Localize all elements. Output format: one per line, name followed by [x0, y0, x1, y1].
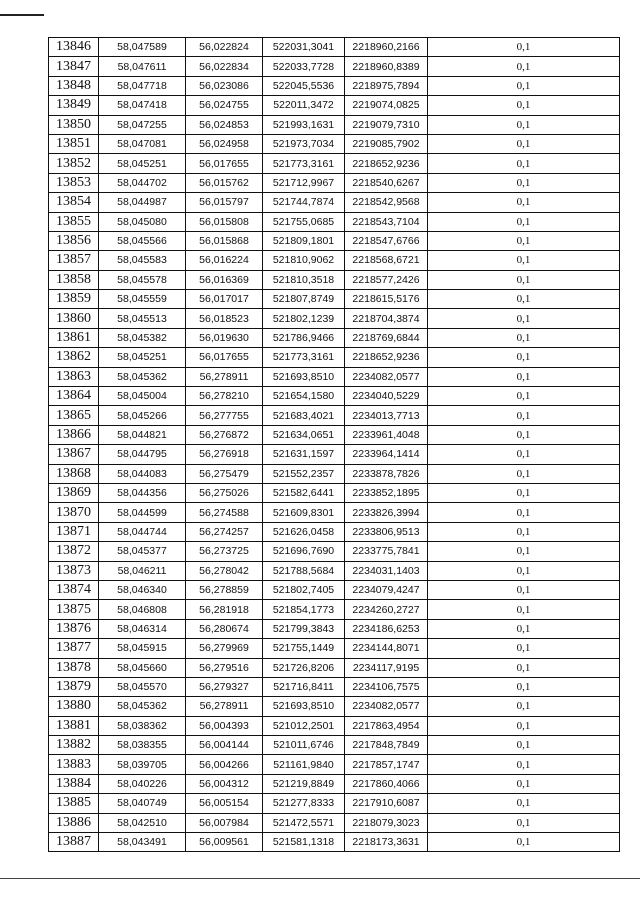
y-coordinate-cell: 2217860,4066 [345, 774, 428, 793]
latitude-cell: 58,044987 [99, 193, 186, 212]
longitude-cell: 56,276918 [186, 445, 263, 464]
point-number-cell: 13856 [49, 231, 99, 250]
x-coordinate-cell: 521581,1318 [263, 833, 345, 852]
point-number-cell: 13882 [49, 736, 99, 755]
x-coordinate-cell: 521786,9466 [263, 328, 345, 347]
y-coordinate-cell: 2218547,6766 [345, 231, 428, 250]
latitude-cell: 58,045559 [99, 290, 186, 309]
y-coordinate-cell: 2218568,6721 [345, 251, 428, 270]
longitude-cell: 56,277755 [186, 406, 263, 425]
y-coordinate-cell: 2234079,4247 [345, 580, 428, 599]
coordinates-table [48, 37, 620, 852]
point-number-cell: 13877 [49, 639, 99, 658]
table-row [49, 503, 620, 522]
longitude-cell: 56,005154 [186, 794, 263, 813]
longitude-cell: 56,281918 [186, 600, 263, 619]
y-coordinate-cell: 2219085,7902 [345, 134, 428, 153]
latitude-cell: 58,044795 [99, 445, 186, 464]
longitude-cell: 56,004266 [186, 755, 263, 774]
latitude-cell: 58,038355 [99, 736, 186, 755]
table-row [49, 57, 620, 76]
accuracy-cell: 0,1 [428, 833, 620, 852]
y-coordinate-cell: 2233852,1895 [345, 483, 428, 502]
longitude-cell: 56,017655 [186, 154, 263, 173]
latitude-cell: 58,045377 [99, 542, 186, 561]
table-row [49, 38, 620, 57]
point-number-cell: 13867 [49, 445, 99, 464]
latitude-cell: 58,040226 [99, 774, 186, 793]
table-row [49, 212, 620, 231]
accuracy-cell: 0,1 [428, 522, 620, 541]
x-coordinate-cell: 521799,3843 [263, 619, 345, 638]
y-coordinate-cell: 2218542,9568 [345, 193, 428, 212]
longitude-cell: 56,279327 [186, 677, 263, 696]
y-coordinate-cell: 2218975,7894 [345, 76, 428, 95]
table-row [49, 193, 620, 212]
page-corner-rule [0, 14, 44, 16]
x-coordinate-cell: 521807,8749 [263, 290, 345, 309]
x-coordinate-cell: 521773,3161 [263, 154, 345, 173]
y-coordinate-cell: 2234186,6253 [345, 619, 428, 638]
y-coordinate-cell: 2234117,9195 [345, 658, 428, 677]
latitude-cell: 58,047589 [99, 38, 186, 57]
table-row [49, 677, 620, 696]
latitude-cell: 58,046340 [99, 580, 186, 599]
accuracy-cell: 0,1 [428, 251, 620, 270]
point-number-cell: 13860 [49, 309, 99, 328]
longitude-cell: 56,278210 [186, 387, 263, 406]
point-number-cell: 13878 [49, 658, 99, 677]
table-row [49, 425, 620, 444]
longitude-cell: 56,275479 [186, 464, 263, 483]
accuracy-cell: 0,1 [428, 794, 620, 813]
point-number-cell: 13849 [49, 96, 99, 115]
accuracy-cell: 0,1 [428, 542, 620, 561]
latitude-cell: 58,047718 [99, 76, 186, 95]
accuracy-cell: 0,1 [428, 406, 620, 425]
y-coordinate-cell: 2234031,1403 [345, 561, 428, 580]
latitude-cell: 58,044744 [99, 522, 186, 541]
latitude-cell: 58,045382 [99, 328, 186, 347]
x-coordinate-cell: 521012,2501 [263, 716, 345, 735]
longitude-cell: 56,278911 [186, 367, 263, 386]
latitude-cell: 58,047418 [99, 96, 186, 115]
longitude-cell: 56,279516 [186, 658, 263, 677]
point-number-cell: 13857 [49, 251, 99, 270]
table-row [49, 483, 620, 502]
latitude-cell: 58,045583 [99, 251, 186, 270]
coordinates-table-body [49, 38, 620, 852]
x-coordinate-cell: 521277,8333 [263, 794, 345, 813]
point-number-cell: 13876 [49, 619, 99, 638]
accuracy-cell: 0,1 [428, 328, 620, 347]
latitude-cell: 58,046808 [99, 600, 186, 619]
table-row [49, 173, 620, 192]
y-coordinate-cell: 2218577,2426 [345, 270, 428, 289]
latitude-cell: 58,045570 [99, 677, 186, 696]
point-number-cell: 13855 [49, 212, 99, 231]
table-row [49, 561, 620, 580]
x-coordinate-cell: 522031,3041 [263, 38, 345, 57]
accuracy-cell: 0,1 [428, 639, 620, 658]
accuracy-cell: 0,1 [428, 503, 620, 522]
table-row [49, 542, 620, 561]
longitude-cell: 56,024853 [186, 115, 263, 134]
latitude-cell: 58,039705 [99, 755, 186, 774]
longitude-cell: 56,018523 [186, 309, 263, 328]
table-row [49, 290, 620, 309]
table-row [49, 270, 620, 289]
y-coordinate-cell: 2234260,2727 [345, 600, 428, 619]
accuracy-cell: 0,1 [428, 483, 620, 502]
latitude-cell: 58,044702 [99, 173, 186, 192]
accuracy-cell: 0,1 [428, 736, 620, 755]
y-coordinate-cell: 2218652,9236 [345, 348, 428, 367]
y-coordinate-cell: 2233806,9513 [345, 522, 428, 541]
longitude-cell: 56,015868 [186, 231, 263, 250]
point-number-cell: 13870 [49, 503, 99, 522]
accuracy-cell: 0,1 [428, 658, 620, 677]
table-row [49, 639, 620, 658]
longitude-cell: 56,017017 [186, 290, 263, 309]
latitude-cell: 58,045513 [99, 309, 186, 328]
latitude-cell: 58,045004 [99, 387, 186, 406]
latitude-cell: 58,045080 [99, 212, 186, 231]
latitude-cell: 58,043491 [99, 833, 186, 852]
accuracy-cell: 0,1 [428, 212, 620, 231]
longitude-cell: 56,009561 [186, 833, 263, 852]
accuracy-cell: 0,1 [428, 425, 620, 444]
latitude-cell: 58,045578 [99, 270, 186, 289]
accuracy-cell: 0,1 [428, 173, 620, 192]
accuracy-cell: 0,1 [428, 367, 620, 386]
table-row [49, 115, 620, 134]
y-coordinate-cell: 2218960,2166 [345, 38, 428, 57]
y-coordinate-cell: 2218704,3874 [345, 309, 428, 328]
latitude-cell: 58,045362 [99, 697, 186, 716]
x-coordinate-cell: 521626,0458 [263, 522, 345, 541]
point-number-cell: 13868 [49, 464, 99, 483]
latitude-cell: 58,045566 [99, 231, 186, 250]
table-row [49, 794, 620, 813]
longitude-cell: 56,280674 [186, 619, 263, 638]
point-number-cell: 13880 [49, 697, 99, 716]
latitude-cell: 58,047081 [99, 134, 186, 153]
point-number-cell: 13865 [49, 406, 99, 425]
longitude-cell: 56,019630 [186, 328, 263, 347]
table-row [49, 231, 620, 250]
x-coordinate-cell: 521788,5684 [263, 561, 345, 580]
point-number-cell: 13887 [49, 833, 99, 852]
y-coordinate-cell: 2234082,0577 [345, 367, 428, 386]
y-coordinate-cell: 2233775,7841 [345, 542, 428, 561]
y-coordinate-cell: 2217848,7849 [345, 736, 428, 755]
y-coordinate-cell: 2218652,9236 [345, 154, 428, 173]
longitude-cell: 56,015762 [186, 173, 263, 192]
accuracy-cell: 0,1 [428, 193, 620, 212]
x-coordinate-cell: 521810,9062 [263, 251, 345, 270]
table-row [49, 736, 620, 755]
table-row [49, 658, 620, 677]
table-row [49, 406, 620, 425]
point-number-cell: 13864 [49, 387, 99, 406]
x-coordinate-cell: 522045,5536 [263, 76, 345, 95]
table-row [49, 697, 620, 716]
y-coordinate-cell: 2218540,6267 [345, 173, 428, 192]
y-coordinate-cell: 2234106,7575 [345, 677, 428, 696]
accuracy-cell: 0,1 [428, 445, 620, 464]
y-coordinate-cell: 2234013,7713 [345, 406, 428, 425]
latitude-cell: 58,045660 [99, 658, 186, 677]
accuracy-cell: 0,1 [428, 57, 620, 76]
point-number-cell: 13846 [49, 38, 99, 57]
x-coordinate-cell: 521696,7690 [263, 542, 345, 561]
table-row [49, 755, 620, 774]
point-number-cell: 13847 [49, 57, 99, 76]
y-coordinate-cell: 2233964,1414 [345, 445, 428, 464]
accuracy-cell: 0,1 [428, 76, 620, 95]
x-coordinate-cell: 522033,7728 [263, 57, 345, 76]
longitude-cell: 56,016224 [186, 251, 263, 270]
table-row [49, 76, 620, 95]
longitude-cell: 56,275026 [186, 483, 263, 502]
point-number-cell: 13862 [49, 348, 99, 367]
point-number-cell: 13858 [49, 270, 99, 289]
x-coordinate-cell: 521011,6746 [263, 736, 345, 755]
longitude-cell: 56,004393 [186, 716, 263, 735]
longitude-cell: 56,015808 [186, 212, 263, 231]
accuracy-cell: 0,1 [428, 231, 620, 250]
latitude-cell: 58,046314 [99, 619, 186, 638]
x-coordinate-cell: 521854,1773 [263, 600, 345, 619]
latitude-cell: 58,046211 [99, 561, 186, 580]
accuracy-cell: 0,1 [428, 134, 620, 153]
longitude-cell: 56,024755 [186, 96, 263, 115]
y-coordinate-cell: 2234040,5229 [345, 387, 428, 406]
latitude-cell: 58,042510 [99, 813, 186, 832]
table-row [49, 96, 620, 115]
point-number-cell: 13859 [49, 290, 99, 309]
accuracy-cell: 0,1 [428, 290, 620, 309]
x-coordinate-cell: 521472,5571 [263, 813, 345, 832]
x-coordinate-cell: 521219,8849 [263, 774, 345, 793]
accuracy-cell: 0,1 [428, 38, 620, 57]
longitude-cell: 56,007984 [186, 813, 263, 832]
longitude-cell: 56,016369 [186, 270, 263, 289]
point-number-cell: 13850 [49, 115, 99, 134]
longitude-cell: 56,004312 [186, 774, 263, 793]
y-coordinate-cell: 2218960,8389 [345, 57, 428, 76]
x-coordinate-cell: 521693,8510 [263, 697, 345, 716]
point-number-cell: 13875 [49, 600, 99, 619]
page-bottom-rule [0, 878, 640, 879]
x-coordinate-cell: 521755,1449 [263, 639, 345, 658]
accuracy-cell: 0,1 [428, 677, 620, 696]
x-coordinate-cell: 521809,1801 [263, 231, 345, 250]
x-coordinate-cell: 521716,8411 [263, 677, 345, 696]
latitude-cell: 58,047611 [99, 57, 186, 76]
point-number-cell: 13874 [49, 580, 99, 599]
accuracy-cell: 0,1 [428, 600, 620, 619]
longitude-cell: 56,276872 [186, 425, 263, 444]
y-coordinate-cell: 2234082,0577 [345, 697, 428, 716]
x-coordinate-cell: 521973,7034 [263, 134, 345, 153]
y-coordinate-cell: 2233878,7826 [345, 464, 428, 483]
point-number-cell: 13873 [49, 561, 99, 580]
longitude-cell: 56,017655 [186, 348, 263, 367]
y-coordinate-cell: 2217863,4954 [345, 716, 428, 735]
point-number-cell: 13853 [49, 173, 99, 192]
longitude-cell: 56,274257 [186, 522, 263, 541]
y-coordinate-cell: 2234144,8071 [345, 639, 428, 658]
table-row [49, 619, 620, 638]
accuracy-cell: 0,1 [428, 774, 620, 793]
accuracy-cell: 0,1 [428, 387, 620, 406]
table-row [49, 445, 620, 464]
point-number-cell: 13848 [49, 76, 99, 95]
longitude-cell: 56,278911 [186, 697, 263, 716]
longitude-cell: 56,024958 [186, 134, 263, 153]
latitude-cell: 58,044356 [99, 483, 186, 502]
table-row [49, 134, 620, 153]
table-row [49, 328, 620, 347]
y-coordinate-cell: 2217857,1747 [345, 755, 428, 774]
latitude-cell: 58,045251 [99, 154, 186, 173]
table-row [49, 774, 620, 793]
latitude-cell: 58,045251 [99, 348, 186, 367]
table-row [49, 833, 620, 852]
x-coordinate-cell: 521161,9840 [263, 755, 345, 774]
point-number-cell: 13863 [49, 367, 99, 386]
table-row [49, 464, 620, 483]
longitude-cell: 56,022824 [186, 38, 263, 57]
y-coordinate-cell: 2219074,0825 [345, 96, 428, 115]
x-coordinate-cell: 521802,1239 [263, 309, 345, 328]
accuracy-cell: 0,1 [428, 561, 620, 580]
point-number-cell: 13866 [49, 425, 99, 444]
y-coordinate-cell: 2218079,3023 [345, 813, 428, 832]
accuracy-cell: 0,1 [428, 348, 620, 367]
longitude-cell: 56,273725 [186, 542, 263, 561]
accuracy-cell: 0,1 [428, 154, 620, 173]
accuracy-cell: 0,1 [428, 580, 620, 599]
x-coordinate-cell: 521693,8510 [263, 367, 345, 386]
table-row [49, 348, 620, 367]
point-number-cell: 13852 [49, 154, 99, 173]
accuracy-cell: 0,1 [428, 115, 620, 134]
latitude-cell: 58,040749 [99, 794, 186, 813]
x-coordinate-cell: 521609,8301 [263, 503, 345, 522]
x-coordinate-cell: 521683,4021 [263, 406, 345, 425]
point-number-cell: 13884 [49, 774, 99, 793]
longitude-cell: 56,278859 [186, 580, 263, 599]
x-coordinate-cell: 521552,2357 [263, 464, 345, 483]
x-coordinate-cell: 521631,1597 [263, 445, 345, 464]
point-number-cell: 13885 [49, 794, 99, 813]
y-coordinate-cell: 2217910,6087 [345, 794, 428, 813]
latitude-cell: 58,045915 [99, 639, 186, 658]
y-coordinate-cell: 2218769,6844 [345, 328, 428, 347]
accuracy-cell: 0,1 [428, 464, 620, 483]
x-coordinate-cell: 521726,8206 [263, 658, 345, 677]
x-coordinate-cell: 521993,1631 [263, 115, 345, 134]
table-row [49, 600, 620, 619]
accuracy-cell: 0,1 [428, 755, 620, 774]
point-number-cell: 13861 [49, 328, 99, 347]
accuracy-cell: 0,1 [428, 309, 620, 328]
x-coordinate-cell: 521755,0685 [263, 212, 345, 231]
longitude-cell: 56,015797 [186, 193, 263, 212]
accuracy-cell: 0,1 [428, 813, 620, 832]
table-row [49, 716, 620, 735]
accuracy-cell: 0,1 [428, 96, 620, 115]
longitude-cell: 56,279969 [186, 639, 263, 658]
latitude-cell: 58,038362 [99, 716, 186, 735]
x-coordinate-cell: 521654,1580 [263, 387, 345, 406]
latitude-cell: 58,044821 [99, 425, 186, 444]
x-coordinate-cell: 521802,7405 [263, 580, 345, 599]
table-row [49, 387, 620, 406]
accuracy-cell: 0,1 [428, 270, 620, 289]
table-row [49, 813, 620, 832]
latitude-cell: 58,044599 [99, 503, 186, 522]
coordinates-table-container [48, 37, 620, 852]
latitude-cell: 58,047255 [99, 115, 186, 134]
table-row [49, 580, 620, 599]
x-coordinate-cell: 521773,3161 [263, 348, 345, 367]
point-number-cell: 13879 [49, 677, 99, 696]
y-coordinate-cell: 2218173,3631 [345, 833, 428, 852]
table-row [49, 309, 620, 328]
y-coordinate-cell: 2233961,4048 [345, 425, 428, 444]
point-number-cell: 13854 [49, 193, 99, 212]
y-coordinate-cell: 2233826,3994 [345, 503, 428, 522]
accuracy-cell: 0,1 [428, 619, 620, 638]
point-number-cell: 13881 [49, 716, 99, 735]
table-row [49, 154, 620, 173]
longitude-cell: 56,022834 [186, 57, 263, 76]
longitude-cell: 56,023086 [186, 76, 263, 95]
latitude-cell: 58,045266 [99, 406, 186, 425]
point-number-cell: 13886 [49, 813, 99, 832]
x-coordinate-cell: 521582,6441 [263, 483, 345, 502]
x-coordinate-cell: 521810,3518 [263, 270, 345, 289]
table-row [49, 251, 620, 270]
table-row [49, 367, 620, 386]
longitude-cell: 56,004144 [186, 736, 263, 755]
point-number-cell: 13872 [49, 542, 99, 561]
point-number-cell: 13883 [49, 755, 99, 774]
latitude-cell: 58,045362 [99, 367, 186, 386]
point-number-cell: 13871 [49, 522, 99, 541]
y-coordinate-cell: 2219079,7310 [345, 115, 428, 134]
table-row [49, 522, 620, 541]
longitude-cell: 56,274588 [186, 503, 263, 522]
x-coordinate-cell: 522011,3472 [263, 96, 345, 115]
accuracy-cell: 0,1 [428, 716, 620, 735]
longitude-cell: 56,278042 [186, 561, 263, 580]
latitude-cell: 58,044083 [99, 464, 186, 483]
accuracy-cell: 0,1 [428, 697, 620, 716]
point-number-cell: 13869 [49, 483, 99, 502]
point-number-cell: 13851 [49, 134, 99, 153]
x-coordinate-cell: 521712,9967 [263, 173, 345, 192]
y-coordinate-cell: 2218543,7104 [345, 212, 428, 231]
y-coordinate-cell: 2218615,5176 [345, 290, 428, 309]
x-coordinate-cell: 521744,7874 [263, 193, 345, 212]
x-coordinate-cell: 521634,0651 [263, 425, 345, 444]
